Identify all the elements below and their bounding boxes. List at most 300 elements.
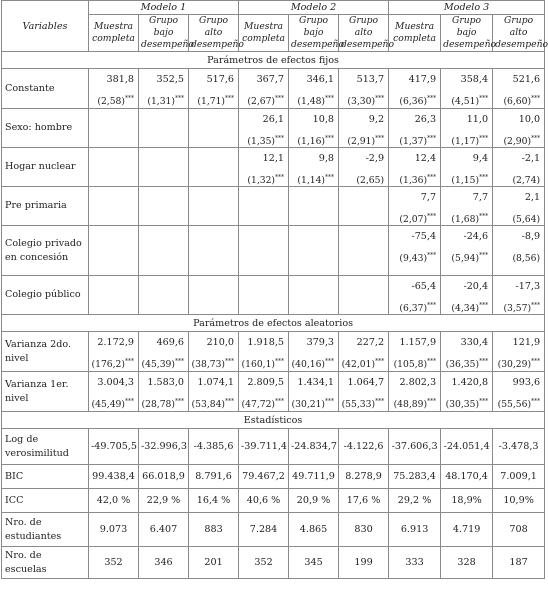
coef-cell <box>339 187 389 226</box>
subcol-header: Muestra completa <box>239 15 289 52</box>
coef-cell <box>89 148 139 187</box>
row-label: BIC <box>2 465 89 489</box>
significance-stars: *** <box>531 398 541 405</box>
std-error: (2,65) <box>356 175 385 186</box>
model-3-header: Modelo 3 <box>389 1 545 15</box>
coef-cell <box>493 276 545 315</box>
coef-value: 1.434,1 <box>297 377 335 388</box>
coef-error <box>239 88 288 107</box>
std-error: (6,37) <box>399 303 428 314</box>
coef-value: 381,8 <box>106 74 134 85</box>
section-title-random: Parámetros de efectos aleatorios <box>2 315 545 332</box>
subcol-header: Grupo bajo desempeño <box>289 15 339 52</box>
std-error: (1,17) <box>451 136 480 147</box>
coef-cell <box>441 69 493 109</box>
coef-error <box>139 351 188 370</box>
std-error: (55,33) <box>341 399 376 410</box>
coef-error <box>339 351 388 370</box>
stat-value: -37.606,3 <box>389 429 441 465</box>
coef-value: 11,0 <box>466 114 489 125</box>
coef-error <box>89 391 138 410</box>
coef-value: 1.583,0 <box>147 377 184 388</box>
coef-cell <box>89 332 139 372</box>
coef-value: 1.420,8 <box>451 377 489 388</box>
coef-cell <box>239 372 289 412</box>
coef-error <box>441 206 492 225</box>
coef-value: 469,6 <box>156 337 184 348</box>
significance-stars: *** <box>275 358 285 365</box>
coef-value: 2.809,5 <box>247 377 285 388</box>
significance-stars: *** <box>275 398 285 405</box>
coef-cell <box>89 226 139 276</box>
std-error: (3,57) <box>503 303 532 314</box>
std-error: (2,67) <box>247 96 276 107</box>
coef-value: 10,0 <box>518 114 541 125</box>
std-error: (5,94) <box>451 253 480 264</box>
coef-cell <box>239 226 289 276</box>
significance-stars: *** <box>427 302 437 309</box>
row-label: Log de verosimilitud <box>2 429 89 465</box>
coef-error <box>441 167 492 186</box>
coef-error <box>441 245 492 264</box>
std-error: (176,2) <box>91 359 125 370</box>
coef-value: -24,6 <box>463 231 489 242</box>
coef-error <box>389 88 440 107</box>
stat-value: 4.719 <box>441 513 493 547</box>
stat-value: 40,6 % <box>239 489 289 513</box>
stat-value: -24.051,4 <box>441 429 493 465</box>
coef-value: 9,2 <box>368 114 385 125</box>
coef-cell <box>139 276 189 315</box>
coef-cell <box>441 372 493 412</box>
subcol-header: Grupo alto desempeño <box>189 15 239 52</box>
significance-stars: *** <box>531 95 541 102</box>
subcol-header: Muestra completa <box>89 15 139 52</box>
coef-cell <box>339 276 389 315</box>
coef-cell <box>441 148 493 187</box>
row-label: Hogar nuclear <box>2 148 89 187</box>
coef-cell <box>493 148 545 187</box>
std-error: (42,01) <box>341 359 376 370</box>
stat-value: 6.913 <box>389 513 441 547</box>
std-error: (1,71) <box>197 96 226 107</box>
coef-value: 7,7 <box>420 192 437 203</box>
stat-value: 201 <box>189 547 239 579</box>
significance-stars: *** <box>479 95 489 102</box>
coef-value: 367,7 <box>256 74 285 85</box>
coef-cell <box>289 276 339 315</box>
significance-stars: *** <box>325 358 335 365</box>
stat-value: 79.467,2 <box>239 465 289 489</box>
table-row <box>2 513 545 547</box>
coef-error <box>441 351 492 370</box>
coef-value: 379,3 <box>306 337 335 348</box>
significance-stars: *** <box>125 95 134 102</box>
coef-error <box>339 391 388 410</box>
table-row <box>2 69 545 109</box>
coef-error <box>339 88 388 107</box>
coef-value: 330,4 <box>460 337 489 348</box>
table-row <box>2 547 545 579</box>
fixed-effects-body <box>2 52 545 315</box>
coef-error <box>339 128 388 147</box>
coef-cell <box>389 332 441 372</box>
std-error: (1,48) <box>297 96 326 107</box>
std-error: (1,32) <box>247 175 276 186</box>
coef-error <box>289 167 338 186</box>
std-error: (1,16) <box>297 136 326 147</box>
stat-value: -24.834,7 <box>289 429 339 465</box>
stat-value: 66.018,9 <box>139 465 189 489</box>
std-error: (8,56) <box>512 253 541 264</box>
coef-error <box>493 88 544 107</box>
table-row <box>2 187 545 226</box>
std-error: (48,89) <box>393 399 428 410</box>
coef-error <box>441 128 492 147</box>
stat-value: -39.711,4 <box>239 429 289 465</box>
std-error: (1,15) <box>451 175 480 186</box>
coef-cell <box>239 332 289 372</box>
coef-error <box>493 351 544 370</box>
coef-error <box>389 295 440 314</box>
coef-value: -65,4 <box>411 281 437 292</box>
coef-error <box>389 351 440 370</box>
coef-value: 1.064,7 <box>347 377 385 388</box>
std-error: (40,16) <box>291 359 326 370</box>
coef-cell <box>189 276 239 315</box>
row-label: Nro. de estudiantes <box>2 513 89 547</box>
std-error: (1,14) <box>297 175 326 186</box>
significance-stars: *** <box>479 252 489 259</box>
stat-value: 20,9 % <box>289 489 339 513</box>
coef-cell <box>289 69 339 109</box>
coef-value: 26,1 <box>262 114 285 125</box>
coef-value: 352,5 <box>156 74 184 85</box>
coef-value: 2,1 <box>524 192 541 203</box>
coef-value: 9,4 <box>472 153 489 164</box>
std-error: (3,30) <box>347 96 376 107</box>
coef-error <box>189 351 238 370</box>
row-label: Colegio público <box>2 276 89 315</box>
coef-value: 517,6 <box>206 74 235 85</box>
coef-error <box>441 391 492 410</box>
table-row <box>2 489 545 513</box>
significance-stars: *** <box>175 95 184 102</box>
coef-error <box>389 128 440 147</box>
coef-error <box>89 351 138 370</box>
coef-cell <box>289 332 339 372</box>
significance-stars: *** <box>479 135 489 142</box>
coef-cell <box>289 187 339 226</box>
section-title-stats: Estadísticos <box>2 412 545 429</box>
coef-cell <box>239 276 289 315</box>
coef-cell <box>89 69 139 109</box>
stat-value: 10,9% <box>493 489 545 513</box>
std-error: (30,21) <box>291 399 326 410</box>
coef-value: 121,9 <box>512 337 541 348</box>
coef-cell <box>339 69 389 109</box>
significance-stars: *** <box>175 398 184 405</box>
std-error: (53,84) <box>191 399 226 410</box>
table-row <box>2 372 545 412</box>
row-label: ICC <box>2 489 89 513</box>
coef-value: -8,9 <box>521 231 541 242</box>
table-row <box>2 332 545 372</box>
coef-cell <box>493 372 545 412</box>
coef-cell <box>441 109 493 148</box>
table-row <box>2 226 545 276</box>
stat-value: 42,0 % <box>89 489 139 513</box>
stat-value: 99.438,4 <box>89 465 139 489</box>
coef-cell <box>189 187 239 226</box>
significance-stars: *** <box>427 252 437 259</box>
stat-value: 9.073 <box>89 513 139 547</box>
coef-cell <box>289 148 339 187</box>
stat-value: 4.865 <box>289 513 339 547</box>
significance-stars: *** <box>225 398 235 405</box>
coef-error <box>239 391 288 410</box>
stat-value: 75.283,4 <box>389 465 441 489</box>
coef-cell <box>339 332 389 372</box>
significance-stars: *** <box>375 135 385 142</box>
results-table <box>1 0 548 579</box>
coef-value: 26,3 <box>414 114 437 125</box>
subcol-header: Grupo alto desempeño <box>339 15 389 52</box>
coef-error <box>189 391 238 410</box>
coef-cell <box>89 187 139 226</box>
stat-value: -49.705,5 <box>89 429 139 465</box>
stat-value: 333 <box>389 547 441 579</box>
std-error: (9,43) <box>399 253 428 264</box>
coef-cell <box>289 226 339 276</box>
coef-value: 358,4 <box>460 74 489 85</box>
std-error: (45,39) <box>141 359 175 370</box>
coef-cell <box>441 276 493 315</box>
row-label: Colegio privado en concesión <box>2 226 89 276</box>
coef-value: -2,1 <box>521 153 541 164</box>
coef-cell <box>139 187 189 226</box>
coef-value: -20,4 <box>463 281 489 292</box>
coef-value: 12,4 <box>414 153 437 164</box>
stat-value: 17,6 % <box>339 489 389 513</box>
significance-stars: *** <box>427 358 437 365</box>
stat-value: -4.122,6 <box>339 429 389 465</box>
coef-error <box>139 88 188 107</box>
std-error: (2,91) <box>347 136 376 147</box>
stat-value: 7.009,1 <box>493 465 545 489</box>
coef-cell <box>139 226 189 276</box>
significance-stars: *** <box>479 302 489 309</box>
significance-stars: *** <box>275 135 285 142</box>
coef-cell <box>493 69 545 109</box>
coef-cell <box>441 187 493 226</box>
coef-error <box>441 295 492 314</box>
coef-cell <box>339 372 389 412</box>
coef-value: -17,3 <box>515 281 541 292</box>
random-effects-body <box>2 315 545 412</box>
coef-cell <box>139 109 189 148</box>
significance-stars: *** <box>225 95 235 102</box>
coef-error <box>441 88 492 107</box>
significance-stars: *** <box>375 358 385 365</box>
significance-stars: *** <box>427 174 437 181</box>
coef-error <box>289 391 338 410</box>
stat-value: 8.278,9 <box>339 465 389 489</box>
significance-stars: *** <box>479 358 489 365</box>
coef-value: 417,9 <box>408 74 437 85</box>
coef-cell <box>389 226 441 276</box>
significance-stars: *** <box>427 135 437 142</box>
subcol-header: Muestra completa <box>389 15 441 52</box>
stat-value: 346 <box>139 547 189 579</box>
coef-value: 12,1 <box>262 153 285 164</box>
coef-error <box>339 167 388 186</box>
coef-cell <box>493 332 545 372</box>
table-row <box>2 465 545 489</box>
coef-error <box>389 206 440 225</box>
coef-cell <box>389 372 441 412</box>
stat-value: 18,9% <box>441 489 493 513</box>
coef-error <box>289 128 338 147</box>
coef-value: 210,0 <box>206 337 235 348</box>
coef-value: 2.172,9 <box>97 337 134 348</box>
coef-value: 346,1 <box>306 74 335 85</box>
coef-cell <box>139 148 189 187</box>
section-title-fixed: Parámetros de efectos fijos <box>2 52 545 69</box>
coef-value: 513,7 <box>356 74 385 85</box>
stat-value: 199 <box>339 547 389 579</box>
row-label: Constante <box>2 69 89 109</box>
coef-cell <box>189 69 239 109</box>
coef-value: 9,8 <box>318 153 335 164</box>
coef-cell <box>339 226 389 276</box>
coef-error <box>493 206 544 225</box>
significance-stars: *** <box>375 398 385 405</box>
coef-cell <box>189 148 239 187</box>
coef-error <box>493 295 544 314</box>
significance-stars: *** <box>325 174 335 181</box>
model-1-header: Modelo 1 <box>89 1 239 15</box>
row-label: Varianza 2do. nivel <box>2 332 89 372</box>
std-error: (1,31) <box>147 96 175 107</box>
significance-stars: *** <box>325 398 335 405</box>
coef-value: 993,6 <box>512 377 541 388</box>
std-error: (1,35) <box>247 136 276 147</box>
std-error: (4,34) <box>451 303 480 314</box>
coef-error <box>493 391 544 410</box>
coef-cell <box>441 226 493 276</box>
coef-cell <box>239 187 289 226</box>
std-error: (30,35) <box>445 399 480 410</box>
significance-stars: *** <box>375 95 385 102</box>
coef-value: 7,7 <box>472 192 489 203</box>
subcol-header: Grupo bajo desempeño <box>441 15 493 52</box>
coef-cell <box>493 109 545 148</box>
stat-value: 29,2 % <box>389 489 441 513</box>
coef-cell <box>493 226 545 276</box>
coef-cell <box>389 69 441 109</box>
coef-cell <box>189 226 239 276</box>
row-label: Pre primaria <box>2 187 89 226</box>
std-error: (5,64) <box>512 214 541 225</box>
coef-error <box>493 167 544 186</box>
significance-stars: *** <box>479 213 489 220</box>
std-error: (1,37) <box>399 136 428 147</box>
coef-error <box>389 391 440 410</box>
std-error: (45,49) <box>91 399 125 410</box>
std-error: (1,68) <box>451 214 480 225</box>
std-error: (38,73) <box>191 359 226 370</box>
coef-error <box>239 128 288 147</box>
table-row <box>2 148 545 187</box>
coef-error <box>189 88 238 107</box>
coef-cell <box>89 372 139 412</box>
significance-stars: *** <box>427 213 437 220</box>
coef-value: 1.918,5 <box>247 337 285 348</box>
stat-value: 6.407 <box>139 513 189 547</box>
coef-error <box>389 245 440 264</box>
table-row <box>2 276 545 315</box>
table-row <box>2 109 545 148</box>
std-error: (2,58) <box>97 96 125 107</box>
stat-value: 8.791,6 <box>189 465 239 489</box>
table-header <box>2 1 548 52</box>
significance-stars: *** <box>125 398 134 405</box>
significance-stars: *** <box>531 135 541 142</box>
coef-cell <box>239 148 289 187</box>
coef-value: 1.157,9 <box>399 337 437 348</box>
coef-value: 227,2 <box>356 337 385 348</box>
coef-cell <box>389 148 441 187</box>
significance-stars: *** <box>275 95 285 102</box>
std-error: (47,72) <box>241 399 276 410</box>
coef-error <box>493 128 544 147</box>
std-error: (160,1) <box>241 359 276 370</box>
row-label: Varianza 1er. nivel <box>2 372 89 412</box>
significance-stars: *** <box>125 358 134 365</box>
stat-value: -3.478,3 <box>493 429 545 465</box>
coef-error <box>389 167 440 186</box>
coef-cell <box>239 109 289 148</box>
coef-cell <box>189 109 239 148</box>
stat-value: 883 <box>189 513 239 547</box>
std-error: (2,74) <box>512 175 541 186</box>
std-error: (2,90) <box>503 136 532 147</box>
subcol-header: Grupo alto desempeño <box>493 15 545 52</box>
significance-stars: *** <box>427 398 437 405</box>
coef-cell <box>89 109 139 148</box>
stat-value: 48.170,4 <box>441 465 493 489</box>
coef-error <box>89 88 138 107</box>
significance-stars: *** <box>479 174 489 181</box>
significance-stars: *** <box>325 95 335 102</box>
significance-stars: *** <box>275 174 285 181</box>
std-error: (36,35) <box>445 359 480 370</box>
std-error: (6,36) <box>399 96 428 107</box>
coef-cell <box>139 69 189 109</box>
stat-value: 830 <box>339 513 389 547</box>
std-error: (105,8) <box>393 359 428 370</box>
std-error: (55,56) <box>497 399 532 410</box>
stat-value: 352 <box>239 547 289 579</box>
coef-error <box>493 245 544 264</box>
coef-cell <box>289 109 339 148</box>
row-label: Nro. de escuelas <box>2 547 89 579</box>
coef-value: 3.004,3 <box>97 377 134 388</box>
std-error: (28,78) <box>141 399 175 410</box>
significance-stars: *** <box>531 302 541 309</box>
significance-stars: *** <box>427 95 437 102</box>
